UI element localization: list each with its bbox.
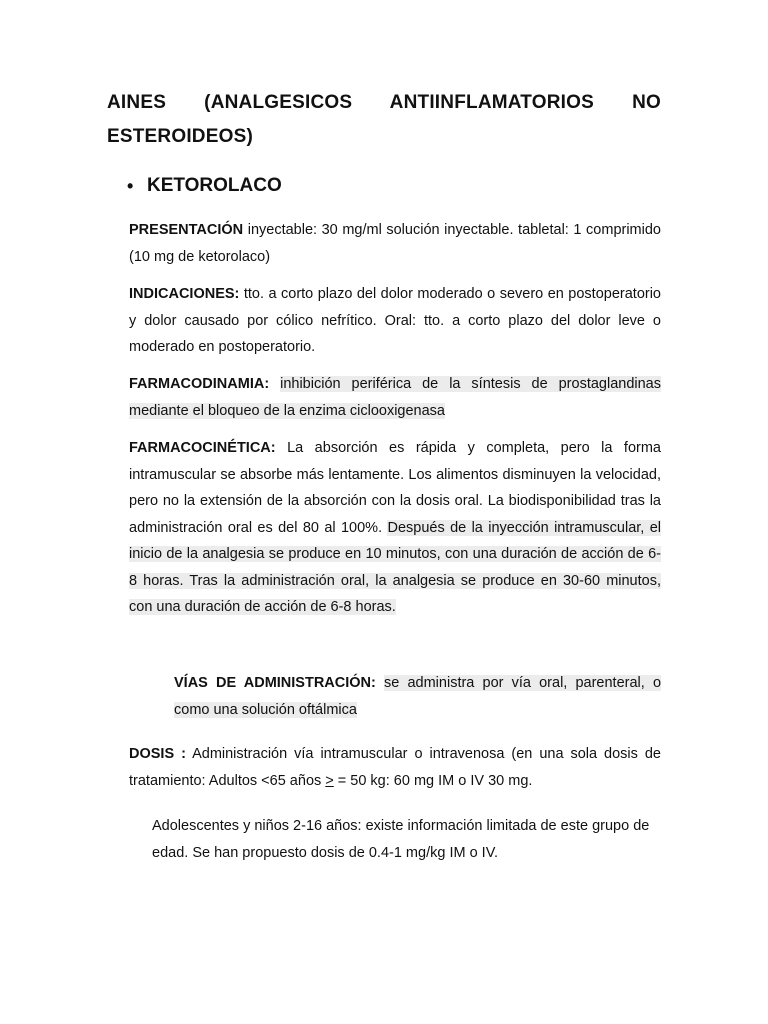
farmacodinamia-text: inhibición periférica de la síntesis de prostaglandinas mediante el bloqueo de la enzima ciclooxigenasa [129,376,661,419]
adolescentes-paragraph: Adolescentes y niños 2-16 años: existe información limitada de este grupo de edad. Se han propuesto dosis de 0.4-1 mg/kg IM o IV. [152,818,650,861]
indicaciones-text: tto. a corto plazo del dolor moderado o severo en postoperatorio y dolor causado por cólico nefrítico. Oral: tto. a corto plazo del dolor leve o moderado en postoperatorio. [129,286,661,355]
vias-paragraph [174,670,661,723]
drug-name: KETOROLACO [147,175,282,196]
bullet-icon: • [127,176,134,196]
farmacodinamia-paragraph [129,371,661,424]
presentacion-paragraph [129,217,661,270]
presentacion-label: PRESENTACIÓN [129,222,244,238]
dosis-label: DOSIS : [129,746,186,762]
farmacocinetica-paragraph [129,435,661,621]
farmacocinetica-label: FARMACOCINÉTICA: [129,440,276,456]
farmacodinamia-label: FARMACODINAMIA: [129,376,270,392]
page-title: AINES (ANALGESICOS ANTIINFLAMATORIOS NO ESTEROIDEOS) [107,92,661,147]
presentacion-text: inyectable: 30 mg/ml solución inyectable. tabletal: 1 comprimido (10 mg de ketorolaco) [129,222,661,265]
dosis-underlined-symbol: > [325,772,334,789]
vias-label: VÍAS DE ADMINISTRACIÓN: [174,675,376,691]
farmacocinetica-highlight: Después de la inyección intramuscular, el inicio de la analgesia se produce en 10 minutos, con una duración de acción de 6-8 horas. Tras la administración oral, la analgesia se produce en 30-60 minutos, con una duración de acción de 6-8 horas. [129,519,661,615]
dosis-text-before: Administración vía intramuscular o intravenosa (en una sola dosis de tratamiento: Adultos <65 años [129,746,661,789]
indicaciones-paragraph [129,281,661,361]
dosis-paragraph [129,741,661,794]
indicaciones-label: INDICACIONES: [129,286,240,302]
farmacocinetica-text: La absorción es rápida y completa, pero la forma intramuscular se absorbe más lentamente. Los alimentos disminuyen la velocidad, pero no la extensión de la absorción con la dosis oral. La biodisponibilidad tras la administración oral es del 80 al 100%. [129,440,661,536]
drug-heading [127,172,282,200]
dosis-text-after: = 50 kg: 60 mg IM o IV 30 mg. [333,772,533,789]
vias-text: se administra por vía oral, parenteral, o como una solución oftálmica [174,675,662,718]
